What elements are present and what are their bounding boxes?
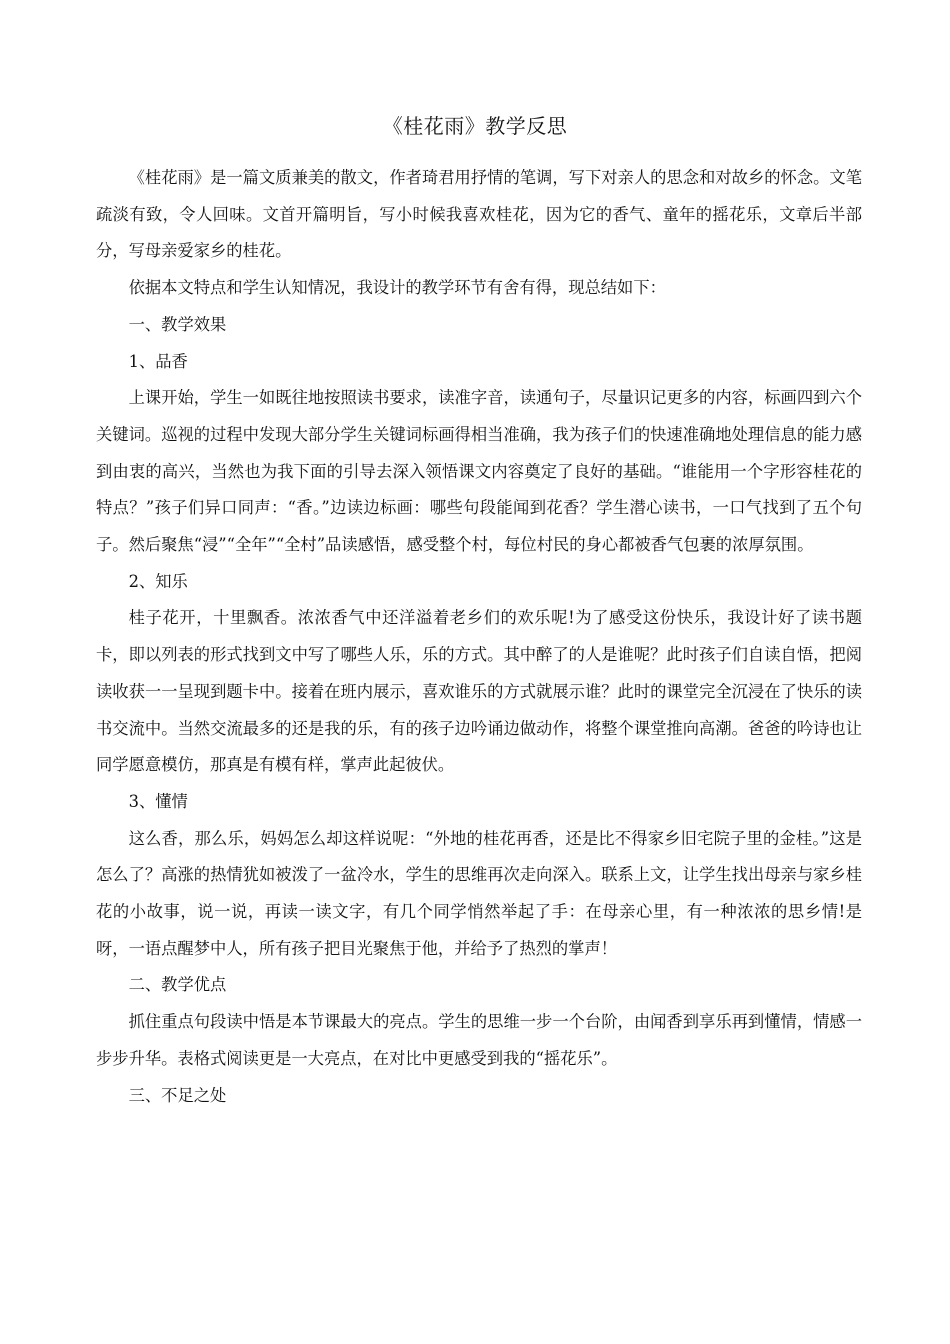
paragraph-zhile: 桂子花开，十里飘香。浓浓香气中还洋溢着老乡们的欢乐呢!为了感受这份快乐，我设计好了读书题卡，即以列表的形式找到文中写了哪些人乐，乐的方式。其中醉了的人是谁呢？此时孩子们自读自悟，把阅读收获一一呈现到题卡中。接着在班内展示，喜欢谁乐的方式就展示谁？此时的课堂完全沉浸在了快乐的读书交流中。当然交流最多的还是我的乐，有的孩子边吟诵边做动作，将整个课堂推向高潮。爸爸的吟诗也让同学愿意模仿，那真是有模有样，掌声此起彼伏。 [96,608,862,775]
subheading-dongqing: 3、懂情 [128,791,188,811]
section-heading-shortcomings: 三、不足之处 [128,1085,227,1105]
paragraph-summary-lead: 依据本文特点和学生认知情况，我设计的教学环节有舍有得，现总结如下： [128,278,666,298]
paragraph-intro: 《桂花雨》是一篇文质兼美的散文，作者琦君用抒情的笔调，写下对亲人的思念和对故乡的怀念。文笔疏淡有致，令人回味。文首开篇明旨，写小时候我喜欢桂花，因为它的香气、童年的摇花乐，文章后半部分，写母亲爱家乡的桂花。 [96,168,862,261]
section-heading-strengths: 二、教学优点 [128,975,227,995]
paragraph-dongqing: 这么香，那么乐，妈妈怎么却这样说呢：“外地的桂花再香，还是比不得家乡旧宅院子里的金桂。”这是怎么了？高涨的热情犹如被泼了一盆冷水，学生的思维再次走向深入。联系上文，让学生找出母亲与家乡桂花的小故事，说一说，再读一读文字，有几个同学悄然举起了手：在母亲心里，有一种浓浓的思乡情!是呀，一语点醒梦中人，所有孩子把目光聚焦于他，并给予了热烈的掌声！ [96,828,862,958]
paragraph-strengths: 抓住重点句段读中悟是本节课最大的亮点。学生的思维一步一个台阶，由闻香到享乐再到懂情，情感一步步升华。表格式阅读更是一大亮点，在对比中更感受到我的“摇花乐”。 [96,1012,862,1068]
document-body [96,160,862,1114]
document-title: 《桂花雨》教学反思 [382,114,568,138]
section-heading-effect: 一、教学效果 [128,314,227,334]
subheading-pinxiang: 1、品香 [128,351,188,371]
paragraph-pinxiang: 上课开始，学生一如既往地按照读书要求，读准字音，读通句子，尽量识记更多的内容，标画四到六个关键词。巡视的过程中发现大部分学生关键词标画得相当准确，我为孩子们的快速准确地处理信息的能力感到由衷的高兴，当然也为我下面的引导去深入领悟课文内容奠定了良好的基础。“谁能用一个字形容桂花的特点？”孩子们异口同声：“香。”边读边标画：哪些句段能闻到花香？学生潜心读书，一口气找到了五个句子。然后聚焦“浸”“全年”“全村”品读感悟，感受整个村，每位村民的身心都被香气包裹的浓厚氛围。 [96,388,862,555]
subheading-zhile: 2、知乐 [128,571,188,591]
